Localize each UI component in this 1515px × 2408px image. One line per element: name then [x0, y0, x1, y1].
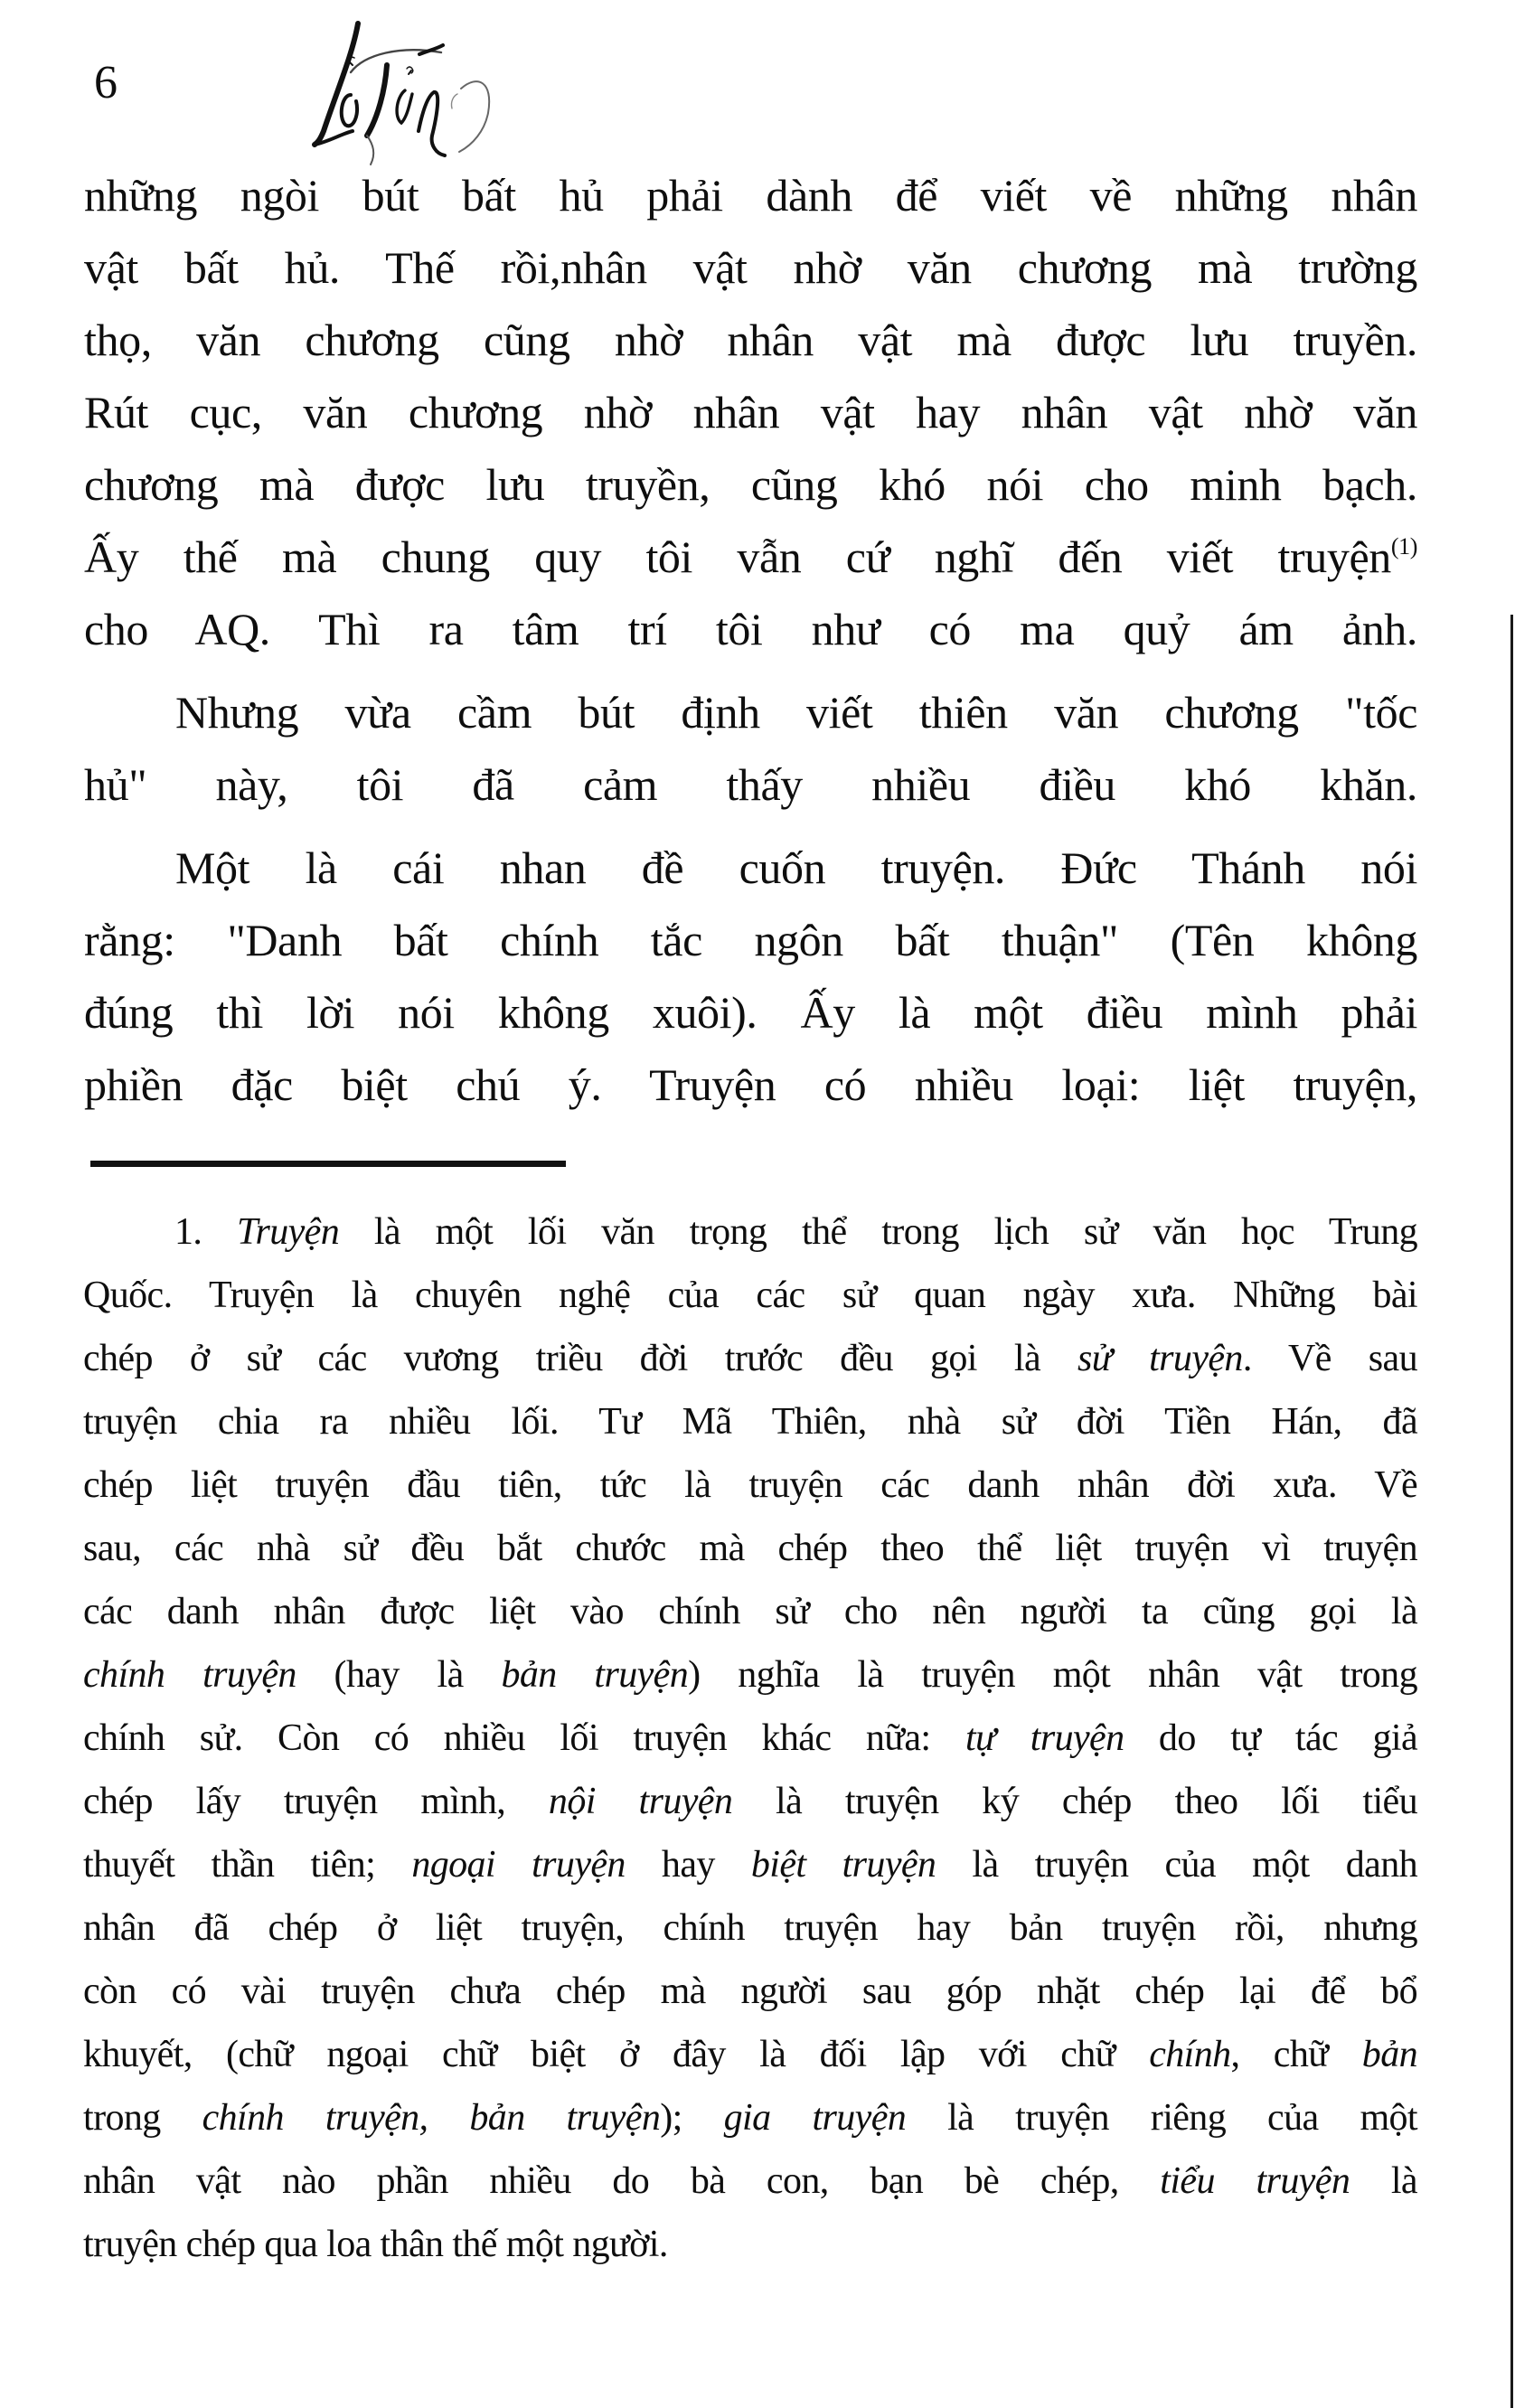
footnote-term: gia truyện: [723, 2097, 907, 2139]
footnote-term: chính truyện: [83, 1654, 296, 1696]
footnote-term: chính: [1149, 2034, 1231, 2075]
scan-edge-line: [1510, 615, 1513, 2408]
calligraphy-signature-icon: [251, 18, 541, 172]
text-line: những ngòi bút bất hủ phải dành để viết về những nhân: [84, 170, 1417, 221]
footnote-text: trong: [83, 2097, 202, 2139]
footnote-line: [83, 2149, 1417, 2213]
footnote-text: là một lối văn trọng thể trong lịch sử văn học Trung: [339, 1211, 1417, 1253]
footnote-text: thuyết thần tiên;: [83, 1844, 412, 1886]
footnote-1: [83, 1200, 1417, 2276]
footnote-line: [83, 1770, 1417, 1833]
footnote-term: tự truyện: [965, 1717, 1124, 1759]
footnote-line: truyện chia ra nhiều lối. Tư Mã Thiên, nhà sử đời Tiền Hán, đã: [83, 1401, 1417, 1443]
footnote-line: [83, 1833, 1417, 1896]
footnote-text: nhân vật nào phần nhiều do bà con, bạn bè chép,: [83, 2160, 1161, 2202]
footnote-line: còn có vài truyện chưa chép mà người sau góp nhặt chép lại để bổ: [83, 1971, 1417, 2012]
footnote-line: sau, các nhà sử đều bắt chước mà chép theo thể liệt truyện vì truyện: [83, 1528, 1417, 1569]
text-line: Rút cục, văn chương nhờ nhân vật hay nhân vật nhờ văn: [84, 387, 1417, 437]
running-head-signature: [251, 18, 541, 172]
footnote-text: là truyện ký chép theo lối tiểu: [732, 1781, 1418, 1822]
footnote-text: );: [660, 2097, 724, 2139]
text-line: thọ, văn chương cũng nhờ nhân vật mà được lưu truyền.: [84, 315, 1417, 365]
footnote-text: là: [1350, 2160, 1417, 2202]
footnote-text: (hay là: [296, 1654, 502, 1696]
footnote-text: là truyện của một danh: [936, 1844, 1417, 1886]
footnote-line: [83, 1327, 1417, 1390]
body-text: [84, 159, 1417, 1121]
text-line: phiền đặc biệt chú ý. Truyện có nhiều loại: liệt truyện,: [84, 1059, 1417, 1110]
text-line: Nhưng vừa cầm bút định viết thiên văn chương "tốc: [175, 687, 1417, 738]
paragraph-2: [84, 676, 1417, 821]
footnote-term: biệt truyện: [750, 1844, 936, 1886]
footnote-text: khuyết, (chữ ngoại chữ biệt ở đây là đối lập với chữ: [83, 2034, 1150, 2075]
footnote-line: [83, 2023, 1417, 2086]
footnote-line: các danh nhân được liệt vào chính sử cho nên người ta cũng gọi là: [83, 1591, 1417, 1632]
footnote-text: chép ở sử các vương triều đời trước đều gọi là: [83, 1338, 1078, 1379]
footnote-text: ) nghĩa là truyện một nhân vật trong: [688, 1654, 1417, 1696]
text-line: đúng thì lời nói không xuôi). Ấy là một điều mình phải: [84, 987, 1417, 1038]
footnote-line: Quốc. Truyện là chuyên nghệ của các sử quan ngày xưa. Những bài: [83, 1275, 1417, 1316]
footnote-term: sử truyện: [1077, 1338, 1243, 1379]
text-line: vật bất hủ. Thế rồi,nhân vật nhờ văn chương mà trường: [84, 242, 1417, 293]
footnote-term: bản truyện: [501, 1654, 689, 1696]
text-line: chương mà được lưu truyền, cũng khó nói cho minh bạch.: [84, 459, 1417, 510]
footnote-text: , chữ: [1230, 2034, 1362, 2075]
footnote-line: truyện chép qua loa thân thế một người.: [83, 2224, 668, 2265]
footnote-term: tiểu truyện: [1160, 2160, 1350, 2202]
footnote-reference[interactable]: (1): [1390, 533, 1417, 560]
paragraph-1: [84, 159, 1417, 665]
footnote-line: [83, 1707, 1417, 1770]
footnote-text: chép lấy truyện mình,: [83, 1781, 549, 1822]
footnote-term: nội truyện: [548, 1781, 733, 1822]
footnote-term: ngoại truyện: [411, 1844, 626, 1886]
footnote-term: chính truyện, bản truyện: [202, 2097, 661, 2139]
footnote-line: nhân đã chép ở liệt truyện, chính truyện hay bản truyện rồi, nhưng: [83, 1907, 1417, 1949]
footnote-number: 1.: [174, 1211, 202, 1253]
page-number: 6: [94, 57, 118, 108]
paragraph-3: [84, 832, 1417, 1121]
footnote-text: . Về sau: [1242, 1338, 1417, 1379]
footnote-text: chính sử. Còn có nhiều lối truyện khác nữa:: [83, 1717, 965, 1759]
footnote-line: chép liệt truyện đầu tiên, tức là truyện các danh nhân đời xưa. Về: [83, 1464, 1417, 1506]
footnote-term: bản: [1361, 2034, 1417, 2075]
footnote-divider: [90, 1161, 566, 1167]
text-line: Một là cái nhan đề cuốn truyện. Đức Thánh nói: [175, 842, 1417, 893]
footnote-line: [83, 2086, 1417, 2149]
footnote-line: [83, 1643, 1417, 1707]
text-line: Ấy thế mà chung quy tôi vẫn cứ nghĩ đến viết truyện: [84, 531, 1391, 582]
footnote-term: Truyện: [237, 1211, 340, 1253]
text-line: cho AQ. Thì ra tâm trí tôi như có ma quỷ ám ảnh.: [84, 604, 1417, 654]
footnote-text: là truyện riêng của một: [906, 2097, 1418, 2139]
text-line: hủ" này, tôi đã cảm thấy nhiều điều khó khăn.: [84, 759, 1417, 810]
footnote-line: [83, 1200, 1417, 1264]
text-line-with-footnote: [84, 521, 1417, 593]
footnote-text: hay: [625, 1844, 751, 1886]
footnote-text: do tự tác giả: [1124, 1717, 1417, 1759]
text-line: rằng: "Danh bất chính tắc ngôn bất thuận" (Tên không: [84, 915, 1417, 965]
